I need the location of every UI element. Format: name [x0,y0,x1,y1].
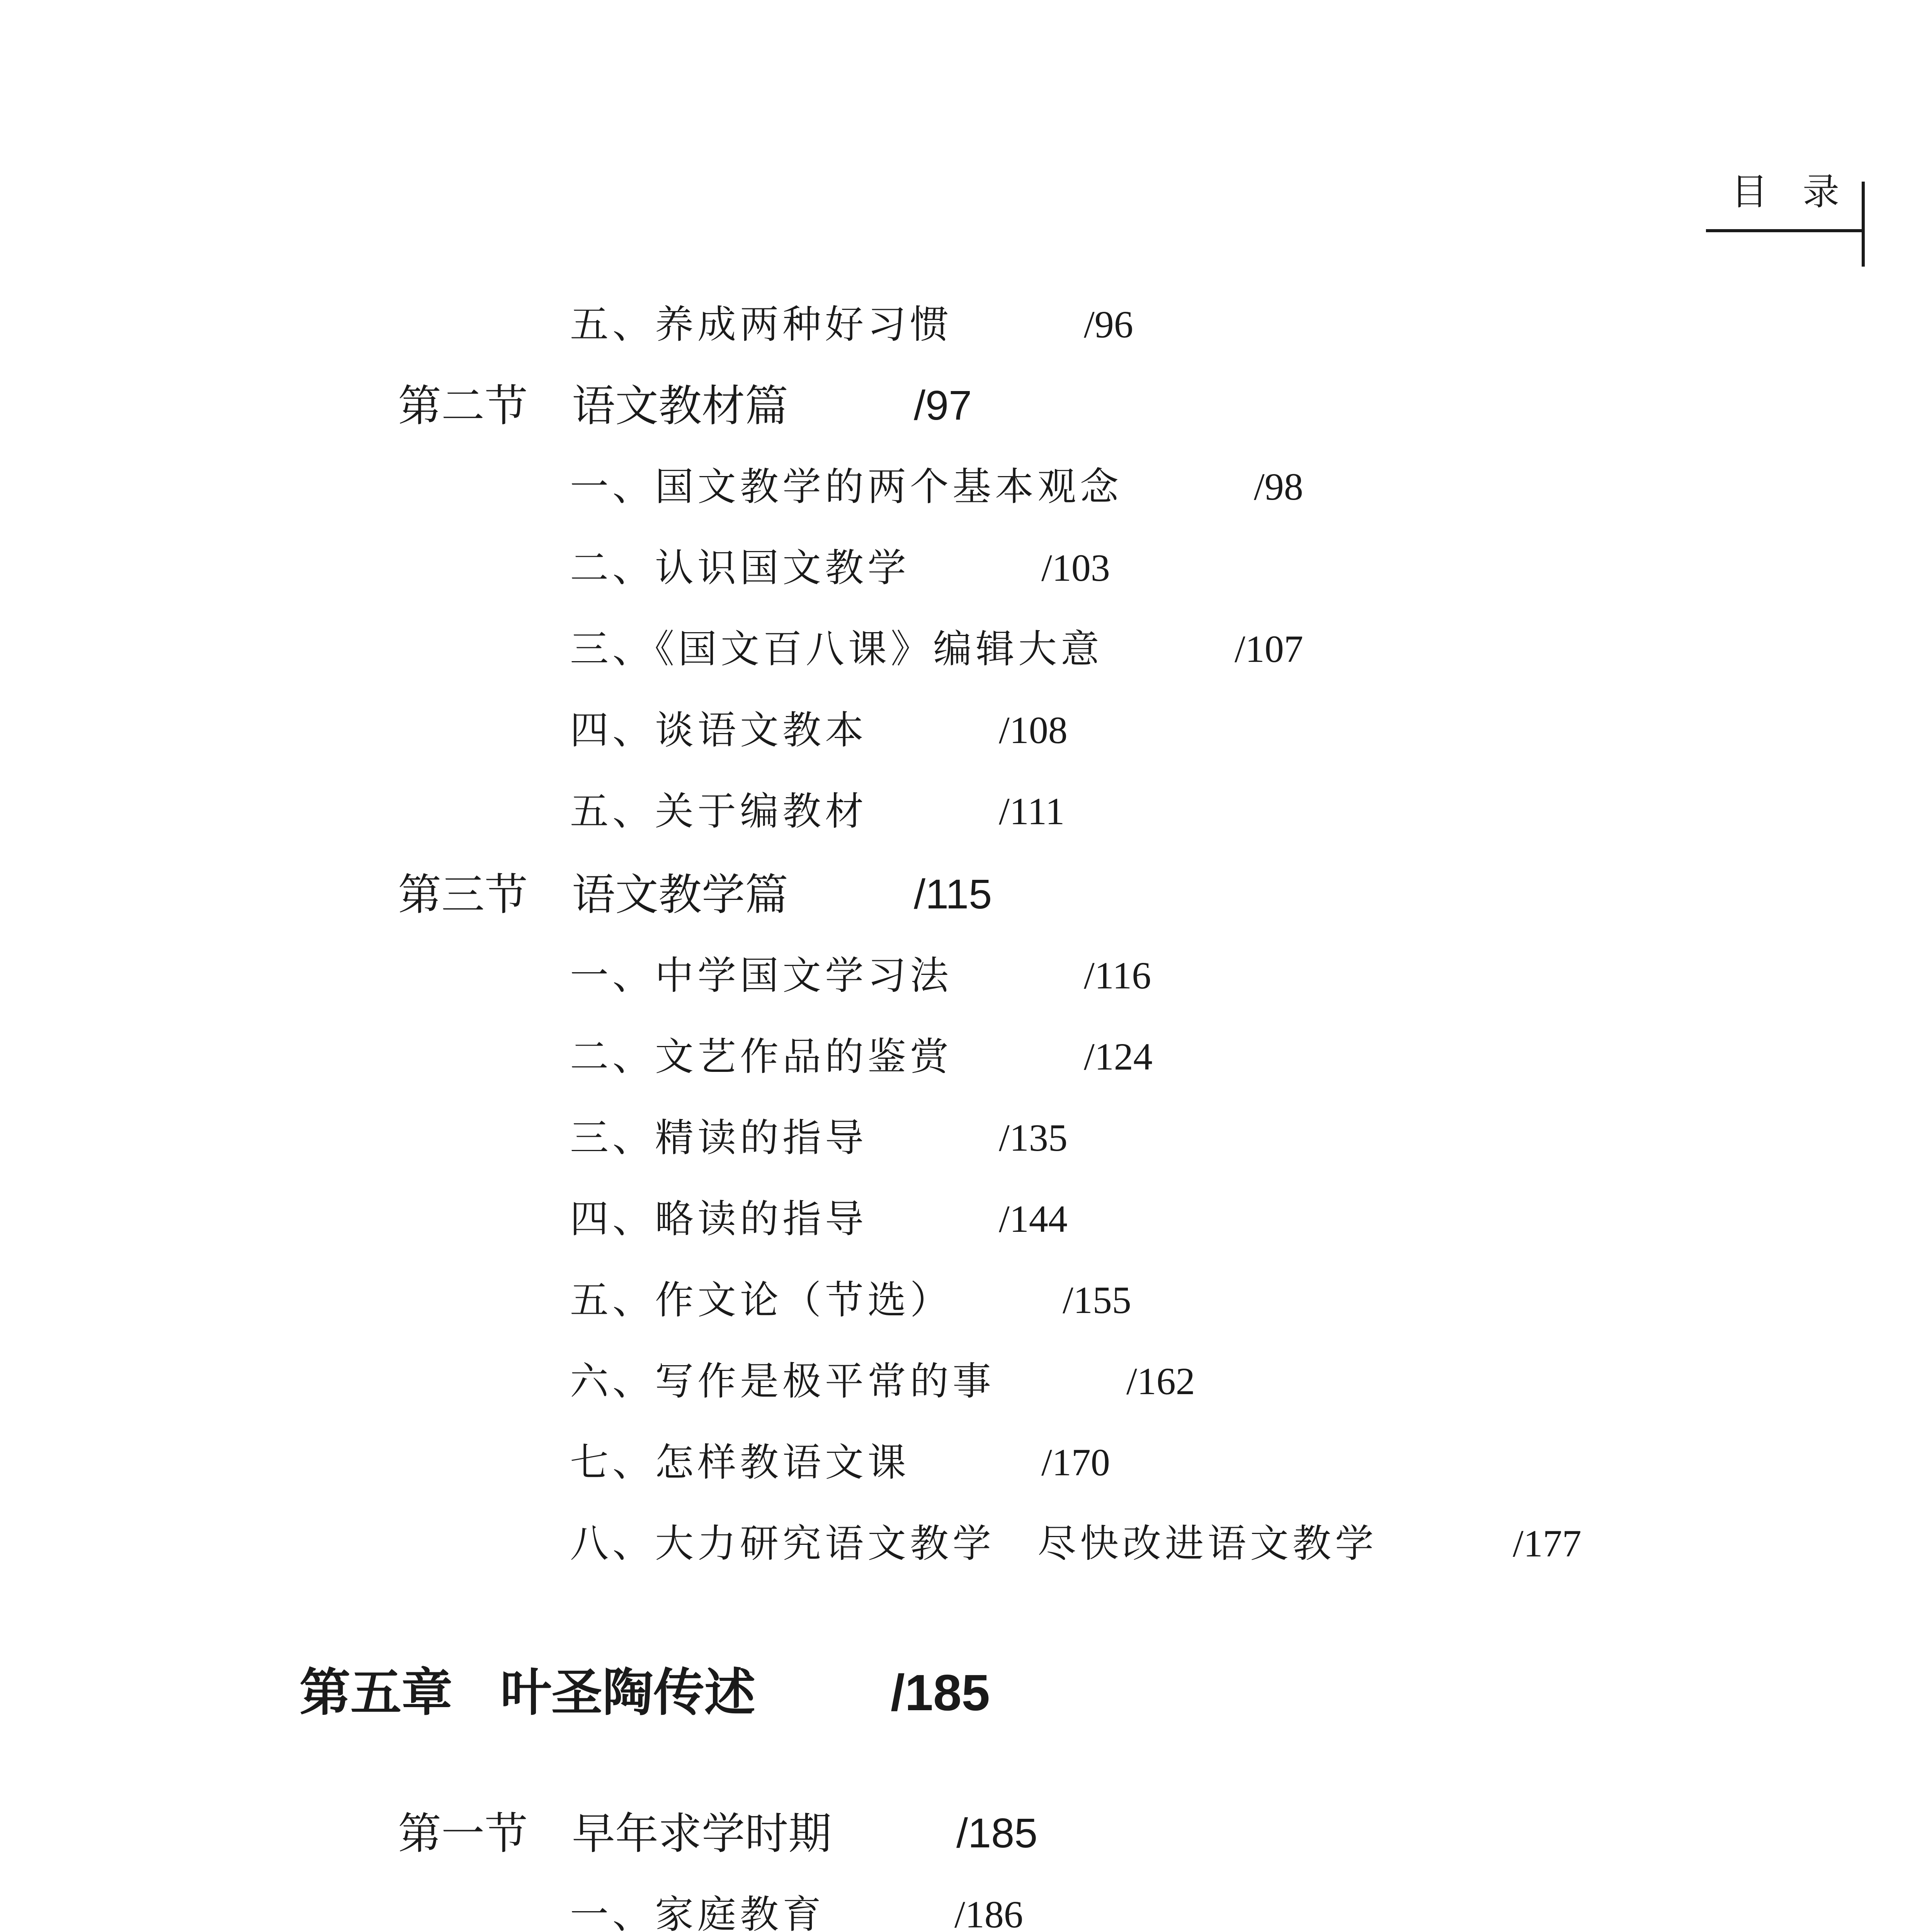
toc-item[interactable] [570,1115,1068,1160]
toc-item-page: /98 [1254,465,1303,508]
toc-chapter[interactable] [299,1663,990,1723]
toc-item-label: 一、家庭教育 [570,1892,825,1932]
toc-item-label: 三、精读的指导 [570,1115,867,1160]
toc-item-page: /177 [1513,1522,1582,1565]
toc-item-label: 一、国文教学的两个基本观念 [570,464,1122,509]
toc-item[interactable] [570,1892,1023,1932]
toc-item[interactable] [570,1359,1195,1404]
toc-item-page: /108 [999,709,1068,752]
toc-item-label: 二、文艺作品的鉴赏 [570,1034,952,1079]
toc-item-label: 六、写作是极平常的事 [570,1359,995,1404]
toc-item-label: 五、养成两种好习惯 [570,302,952,347]
toc-item[interactable] [570,626,1303,672]
toc-item[interactable] [570,302,1133,347]
toc-item-label: 七、怎样教语文课 [570,1440,910,1485]
toc-item-label: 五、作文论（节选） [570,1277,952,1323]
toc-item[interactable] [570,464,1303,509]
toc-item-page: /103 [1041,546,1110,589]
toc-item-page: /124 [1084,1035,1153,1078]
toc-chapter-number: 第五章 [299,1663,452,1723]
toc-section-page: /115 [914,871,992,917]
toc-item-page: /111 [999,790,1065,833]
toc-section-page: /97 [914,382,972,429]
toc-item-label: 四、谈语文教本 [570,707,867,753]
toc-item-label: 五、关于编教材 [570,789,867,834]
toc-item-page: /96 [1084,303,1133,346]
toc-item[interactable] [570,545,1110,590]
toc-item-label: 四、略读的指导 [570,1196,867,1242]
toc-section-number: 第二节 [398,381,528,431]
toc-item[interactable] [570,953,1151,998]
toc-item-label: 三、《国文百八课》编辑大意 [570,626,1103,672]
toc-item[interactable] [570,707,1068,753]
toc-item-page: /144 [999,1197,1068,1240]
toc-item-page: /162 [1126,1360,1195,1403]
toc-item-page: /186 [954,1893,1023,1932]
toc-item[interactable] [570,1277,1131,1323]
toc-section-label: 语文教材篇 [572,381,788,431]
toc-item[interactable] [570,789,1065,834]
toc-item[interactable] [570,1196,1068,1242]
toc-item[interactable] [570,1521,1582,1566]
toc-item-page: /170 [1041,1441,1110,1484]
running-header: 目 录 [1731,171,1851,213]
toc-section-page: /185 [956,1810,1038,1856]
header-rule [1706,229,1864,232]
header-vertical-rule [1862,182,1865,267]
toc-item-page: /155 [1063,1279,1131,1321]
toc-item-label: 一、中学国文学习法 [570,953,952,998]
toc-section-label: 早年求学时期 [572,1809,832,1859]
toc-section[interactable] [398,381,972,431]
toc-chapter-label: 叶圣陶传述 [500,1663,755,1723]
toc-section-label: 语文教学篇 [572,870,788,920]
toc-item-page: /116 [1084,954,1151,997]
toc-section[interactable] [398,1809,1038,1859]
toc-chapter-page: /185 [891,1664,990,1721]
toc-item[interactable] [570,1034,1153,1079]
toc-item[interactable] [570,1440,1110,1485]
toc-item-label: 八、大力研究语文教学 尽快改进语文教学 [570,1521,1378,1566]
toc-section-number: 第一节 [398,1809,528,1859]
toc-item-page: /107 [1235,628,1303,670]
toc-item-page: /135 [999,1116,1068,1159]
toc-section[interactable] [398,870,992,920]
toc-section-number: 第三节 [398,870,528,920]
toc-item-label: 二、认识国文教学 [570,545,910,590]
